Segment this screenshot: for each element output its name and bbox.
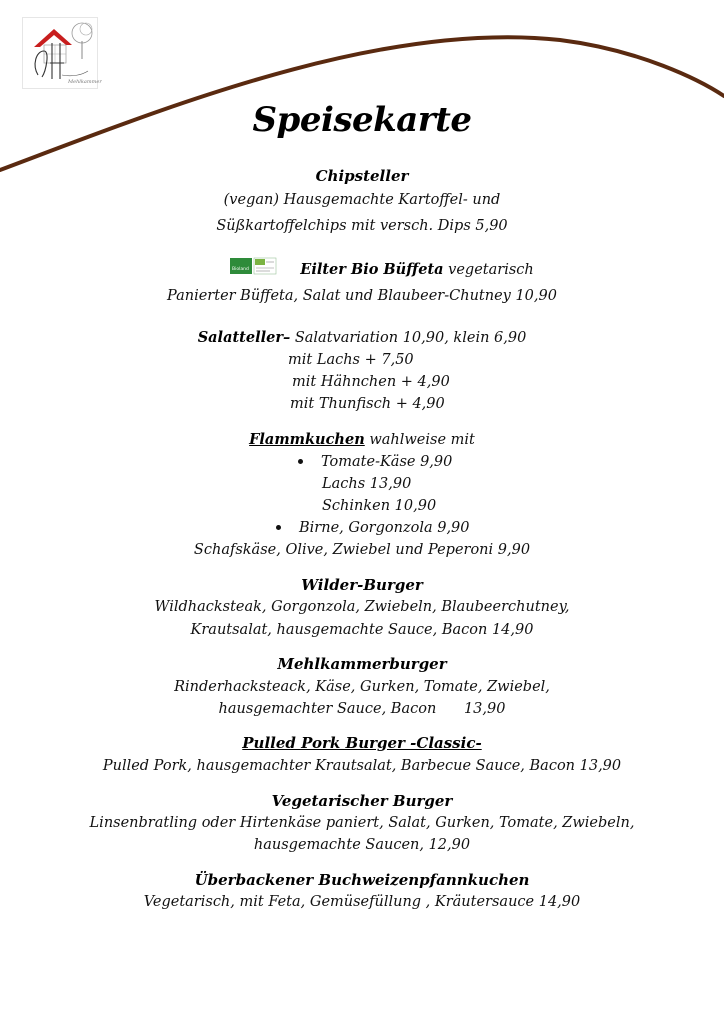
dish-name-wilder-burger: Wilder-Burger (301, 576, 423, 594)
dish-desc-wilder-burger-1: Wildhacksteak, Gorgonzola, Zwiebeln, Blaubeerchutney, (154, 599, 570, 615)
svg-text:Bioland: Bioland (232, 267, 249, 272)
dish-desc-chipsteller-1: (vegan) Hausgemachte Kartoffel- und (223, 192, 501, 208)
salatteller-option-haehnchen: mit Hähnchen + 4,90 (292, 374, 450, 390)
flammkuchen-option-3: Schinken 10,90 (322, 498, 437, 514)
logo-text: Mehlkammer (68, 79, 102, 85)
salatteller-option-lachs: mit Lachs + 7,50 (288, 352, 414, 368)
dish-desc-mehlkammerburger-1: Rinderhacksteack, Käse, Gurken, Tomate, Zwiebel, (174, 679, 550, 695)
bullet-icon (276, 525, 281, 530)
dish-name-vegetarischer-burger: Vegetarischer Burger (271, 792, 453, 810)
bullet-icon (298, 459, 303, 464)
dish-desc-mehlkammerburger-2: hausgemachter Sauce, Bacon 13,90 (218, 701, 506, 717)
dish-name-pulled-pork: Pulled Pork Burger -Classic- (242, 734, 482, 752)
dish-name-buchweizen: Überbackener Buchweizenpfannkuchen (194, 871, 530, 889)
house-signature-logo (22, 17, 102, 89)
dish-desc-bueffeta: Panierter Büffeta, Salat und Blaubeer-Chutney 10,90 (167, 288, 557, 304)
salatteller-option-thunfisch: mit Thunfisch + 4,90 (290, 396, 445, 412)
dish-name-flammkuchen: Flammkuchen (249, 431, 365, 448)
dish-desc-salatteller: Salatvariation 10,90, klein 6,90 (290, 330, 527, 346)
dish-name-mehlkammerburger: Mehlkammerburger (277, 655, 447, 673)
page-title: Speisekarte (252, 100, 472, 140)
flammkuchen-option-5: Schafskäse, Olive, Zwiebel und Peperoni 9,90 (193, 542, 531, 558)
dish-name-salatteller: Salatteller– (197, 329, 291, 346)
flammkuchen-option-4: Birne, Gorgonzola 9,90 (276, 518, 470, 538)
dish-header-bueffeta (0, 260, 724, 280)
dish-desc-chipsteller-2: Süßkartoffelchips mit versch. Dips 5,90 (216, 218, 508, 234)
dish-header-salatteller (0, 328, 724, 348)
dish-desc-vegetarischer-burger-2: hausgemachte Saucen, 12,90 (253, 837, 471, 853)
dish-desc-wilder-burger-2: Krautsalat, hausgemachte Sauce, Bacon 14,90 (190, 622, 534, 638)
flammkuchen-option-2: Lachs 13,90 (322, 476, 412, 492)
dish-desc-buchweizen: Vegetarisch, mit Feta, Gemüsefüllung , Kräutersauce 14,90 (143, 894, 581, 910)
dish-header-flammkuchen (0, 430, 724, 450)
dish-name-bueffeta: Eilter Bio Büffeta (300, 261, 444, 278)
flammkuchen-option-1: Tomate-Käse 9,90 (298, 452, 452, 472)
dish-tag-bueffeta: vegetarisch (443, 262, 534, 278)
dish-name-chipsteller: Chipsteller (315, 167, 409, 185)
dish-desc-pulled-pork: Pulled Pork, hausgemachter Krautsalat, Barbecue Sauce, Bacon 13,90 (102, 758, 622, 774)
dish-desc-vegetarischer-burger-1: Linsenbratling oder Hirtenkäse paniert, Salat, Gurken, Tomate, Zwiebeln, (89, 815, 635, 831)
dish-tag-flammkuchen: wahlweise mit (364, 432, 475, 448)
